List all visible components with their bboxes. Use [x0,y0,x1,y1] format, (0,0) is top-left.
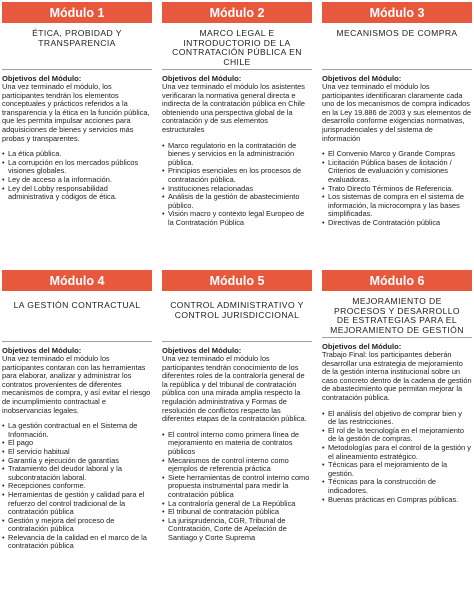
divider [162,341,312,342]
module-title: ÉTICA, PROBIDAD Y TRANSPARENCIA [32,28,122,48]
topics-list [162,142,312,228]
list-item: • Ley del Lobby responsabilidad administrativa y códigos de ética. [2,185,152,202]
objectives-heading: Objetivos del Módulo: [322,74,402,83]
list-item: • Principios esenciales en los procesos de contratación pública. [162,167,312,184]
list-item: • La corrupción en los mercados públicos visiones globales. [2,159,152,176]
list-item: • Metodologías para el control de la gestión y el alineamiento estratégico. [322,444,472,461]
module-card-5 [162,270,312,542]
list-item: • Análisis de la gestión de abastecimiento público. [162,193,312,210]
topics-list [322,410,472,505]
list-item: • Herramientas de gestión y calidad para el refuerzo del control tradicional de la contratación pública [2,491,152,517]
divider [2,69,152,70]
module-title: LA GESTIÓN CONTRACTUAL [13,300,141,310]
list-item: • La jurisprudencia, CGR, Tribunal de Contratación, Corte de Apelación de Santiago y Corte Suprema [162,517,312,543]
objectives-heading: Objetivos del Módulo: [2,74,82,83]
module-card-2 [162,2,312,228]
module-title: CONTROL ADMINISTRATIVO Y CONTROL JURISDICCIONAL [170,300,304,320]
module-header: Módulo 1 [2,2,152,23]
divider [162,69,312,70]
list-item: • La contraloría general de La República [162,500,312,509]
objectives-text: Una vez terminado el módulo los asistentes verificaran la normativa general directa e indirecta de la contratación pública en Chile obteniendo una perspectiva global de la contratación y de sus elementos estructurales [162,82,305,134]
objectives-heading: Objetivos del Módulo: [2,346,82,355]
list-item: • Los sistemas de compra en el sistema de información, la microcompra y las bases simplificadas. [322,193,472,219]
module-header: Módulo 4 [2,270,152,291]
topics-list [322,150,472,227]
list-item: • El Convenio Marco y Grande Compras [322,150,472,159]
list-item: • Recepciones conforme. [2,482,152,491]
list-item: • Buenas prácticas en Compras públicas. [322,496,472,505]
list-item: • Trato Directo Términos de Referencia. [322,185,472,194]
objectives-text: Trabajo Final: los participantes deberán desarrollar una estrategia de mejoramiento de la gestión interna institucional sobre un caso concreto dentro de la cadena de gestión de abastecimiento que permitan mejorar la contratación pública. [322,350,472,402]
list-item: • El rol de la tecnología en el mejoramiento de la gestión de compras. [322,427,472,444]
list-item: • Mecanismos de control interno como ejemplos de referencia práctica [162,457,312,474]
list-item: • Tratamiento del deudor laboral y la subcontratación laboral. [2,465,152,482]
objectives-heading: Objetivos del Módulo: [162,346,242,355]
module-header: Módulo 6 [322,270,472,291]
topics-list [2,422,152,551]
list-item: • La gestión contractual en el Sistema de Información. [2,422,152,439]
list-item: • El servicio habitual [2,448,152,457]
objectives-heading: Objetivos del Módulo: [322,342,402,351]
module-title: MEJORAMIENTO DE PROCESOS Y DESARROLLO DE ESTRATEGIAS PARA EL MEJORAMIENTO DE GESTIÓN [330,296,464,335]
module-title: MARCO LEGAL E INTRODUCTORIO DE LA CONTRATACIÓN PÚBLICA EN CHILE [172,28,302,67]
objectives-heading: Objetivos del Módulo: [162,74,242,83]
objectives-text: Una vez terminado el módulo los participantes tendrán conocimiento de los diferentes roles de la contraloría general de la república y del tribunal de contratación pública con una mirada amplia respecto la regulación administrativa y Formas de resolución de conflictos respecto las diferentes etapas de la contratación pública. [162,354,307,424]
list-item: • Instituciones relacionadas [162,185,312,194]
list-item: • Visión macro y contexto legal Europeo de la Contratación Pública [162,210,312,227]
list-item: • El control interno como primera línea de mejoramiento en materia de contratos públicos [162,431,312,457]
divider [322,337,472,338]
module-header: Módulo 3 [322,2,472,23]
topics-list [2,150,152,202]
divider [2,341,152,342]
module-card-6 [322,270,472,504]
module-card-4 [2,270,152,551]
objectives-text: Una vez terminado el módulo, los participantes tendrán los elementos conceptuales y prácticos referidos a la transparencia y la ética en la función pública, que les permita impulsar acciones para adquisiciones de bienes y servicios más probas y transparentes. [2,82,150,143]
list-item: • Ley de acceso a la información. [2,176,152,185]
module-header: Módulo 5 [162,270,312,291]
list-item: • Relevancia de la calidad en el marco de la contratación pública [2,534,152,551]
list-item: • Marco regulatorio en la contratación de bienes y servicios en la administración pública. [162,142,312,168]
list-item: • Gestión y mejora del proceso de contratación pública [2,517,152,534]
list-item: • Garantía y ejecución de garantías [2,457,152,466]
list-item: • El tribunal de contratación pública [162,508,312,517]
list-item: • Licitación Pública bases de licitación / Criterios de evaluación y comisiones evaluadoras. [322,159,472,185]
list-item: • Directivas de Contratación pública [322,219,472,228]
objectives-text: Una vez terminado el módulo los participantes contaran con las herramientas para elaborar, analizar y administrar los contratos provenientes de diferentes mecanismos de compra, y así evitar el riesgo de incumplimiento contractual e inobservancias legales. [2,354,151,415]
objectives-text: Una vez terminado el módulo los participantes identificaran claramente cada uno de los mecanismos de compra indicados en la Ley 19.886 de 2003 y sus elementos de desarrollo conforme exigencias normativas, jurisprudenciales y del sistema de información [322,82,472,143]
module-card-3 [322,2,472,228]
module-header: Módulo 2 [162,2,312,23]
topics-list [162,431,312,543]
list-item: • Siete herramientas de control interno como propuesta instrumental para medir la contratación pública [162,474,312,500]
list-item: • La ética pública. [2,150,152,159]
divider [322,69,472,70]
list-item: • El análisis del objetivo de comprar bien y de las restricciones. [322,410,472,427]
module-card-1 [2,2,152,202]
module-title: MECANISMOS DE COMPRA [336,28,458,38]
list-item: • El pago [2,439,152,448]
list-item: • Técnicas para la construcción de indicadores. [322,478,472,495]
list-item: • Técnicas para el mejoramiento de la gestión. [322,461,472,478]
